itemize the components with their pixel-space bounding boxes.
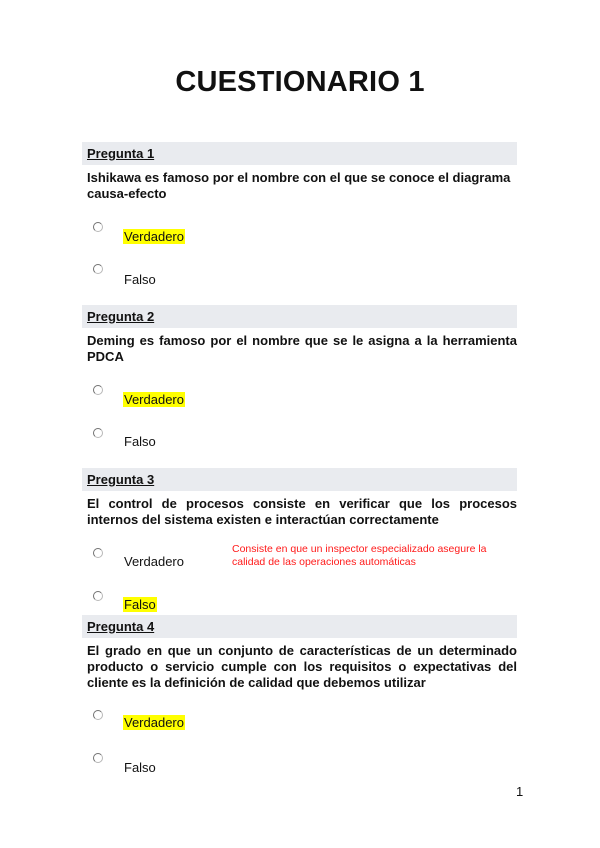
page-number: 1	[516, 784, 524, 799]
page-title: CUESTIONARIO 1	[175, 66, 425, 98]
option-falso[interactable]: Falso	[124, 597, 156, 612]
question-label: Pregunta 3	[87, 472, 155, 487]
radio-button-falso[interactable]	[93, 591, 103, 601]
question-header	[82, 305, 517, 328]
question-text: El grado en que un conjunto de características de un determinado producto o servicio cumple con los requisitos o expectativas del cliente es la definición de calidad que debemos utilizar	[87, 643, 517, 690]
question-text: Ishikawa es famoso por el nombre con el que se conoce el diagrama causa-efecto	[87, 170, 511, 201]
question-label: Pregunta 1	[87, 146, 155, 161]
question-text: Deming es famoso por el nombre que se le asigna a la herramienta PDCA	[87, 333, 517, 364]
radio-button-verdadero[interactable]	[93, 222, 103, 232]
question-text: El control de procesos consiste en verificar que los procesos internos del sistema existen e interactúan correctamente	[87, 496, 517, 527]
radio-button-falso[interactable]	[93, 264, 103, 274]
question-header	[82, 615, 517, 638]
question-header	[82, 142, 517, 165]
option-falso[interactable]: Falso	[124, 760, 156, 775]
radio-button-verdadero[interactable]	[93, 710, 103, 720]
option-verdadero[interactable]: Verdadero	[124, 554, 184, 569]
option-falso[interactable]: Falso	[124, 434, 156, 449]
radio-button-verdadero[interactable]	[93, 548, 103, 558]
option-verdadero[interactable]: Verdadero	[124, 392, 184, 407]
feedback-note: Consiste en que un inspector especializado asegure la calidad de las operaciones automáticas	[232, 543, 487, 568]
option-falso[interactable]: Falso	[124, 272, 156, 287]
question-header	[82, 468, 517, 491]
option-verdadero[interactable]: Verdadero	[124, 715, 184, 730]
question-label: Pregunta 2	[87, 309, 155, 324]
radio-button-falso[interactable]	[93, 428, 103, 438]
radio-button-falso[interactable]	[93, 753, 103, 763]
option-verdadero[interactable]: Verdadero	[124, 229, 184, 244]
radio-button-verdadero[interactable]	[93, 385, 103, 395]
question-label: Pregunta 4	[87, 619, 155, 634]
